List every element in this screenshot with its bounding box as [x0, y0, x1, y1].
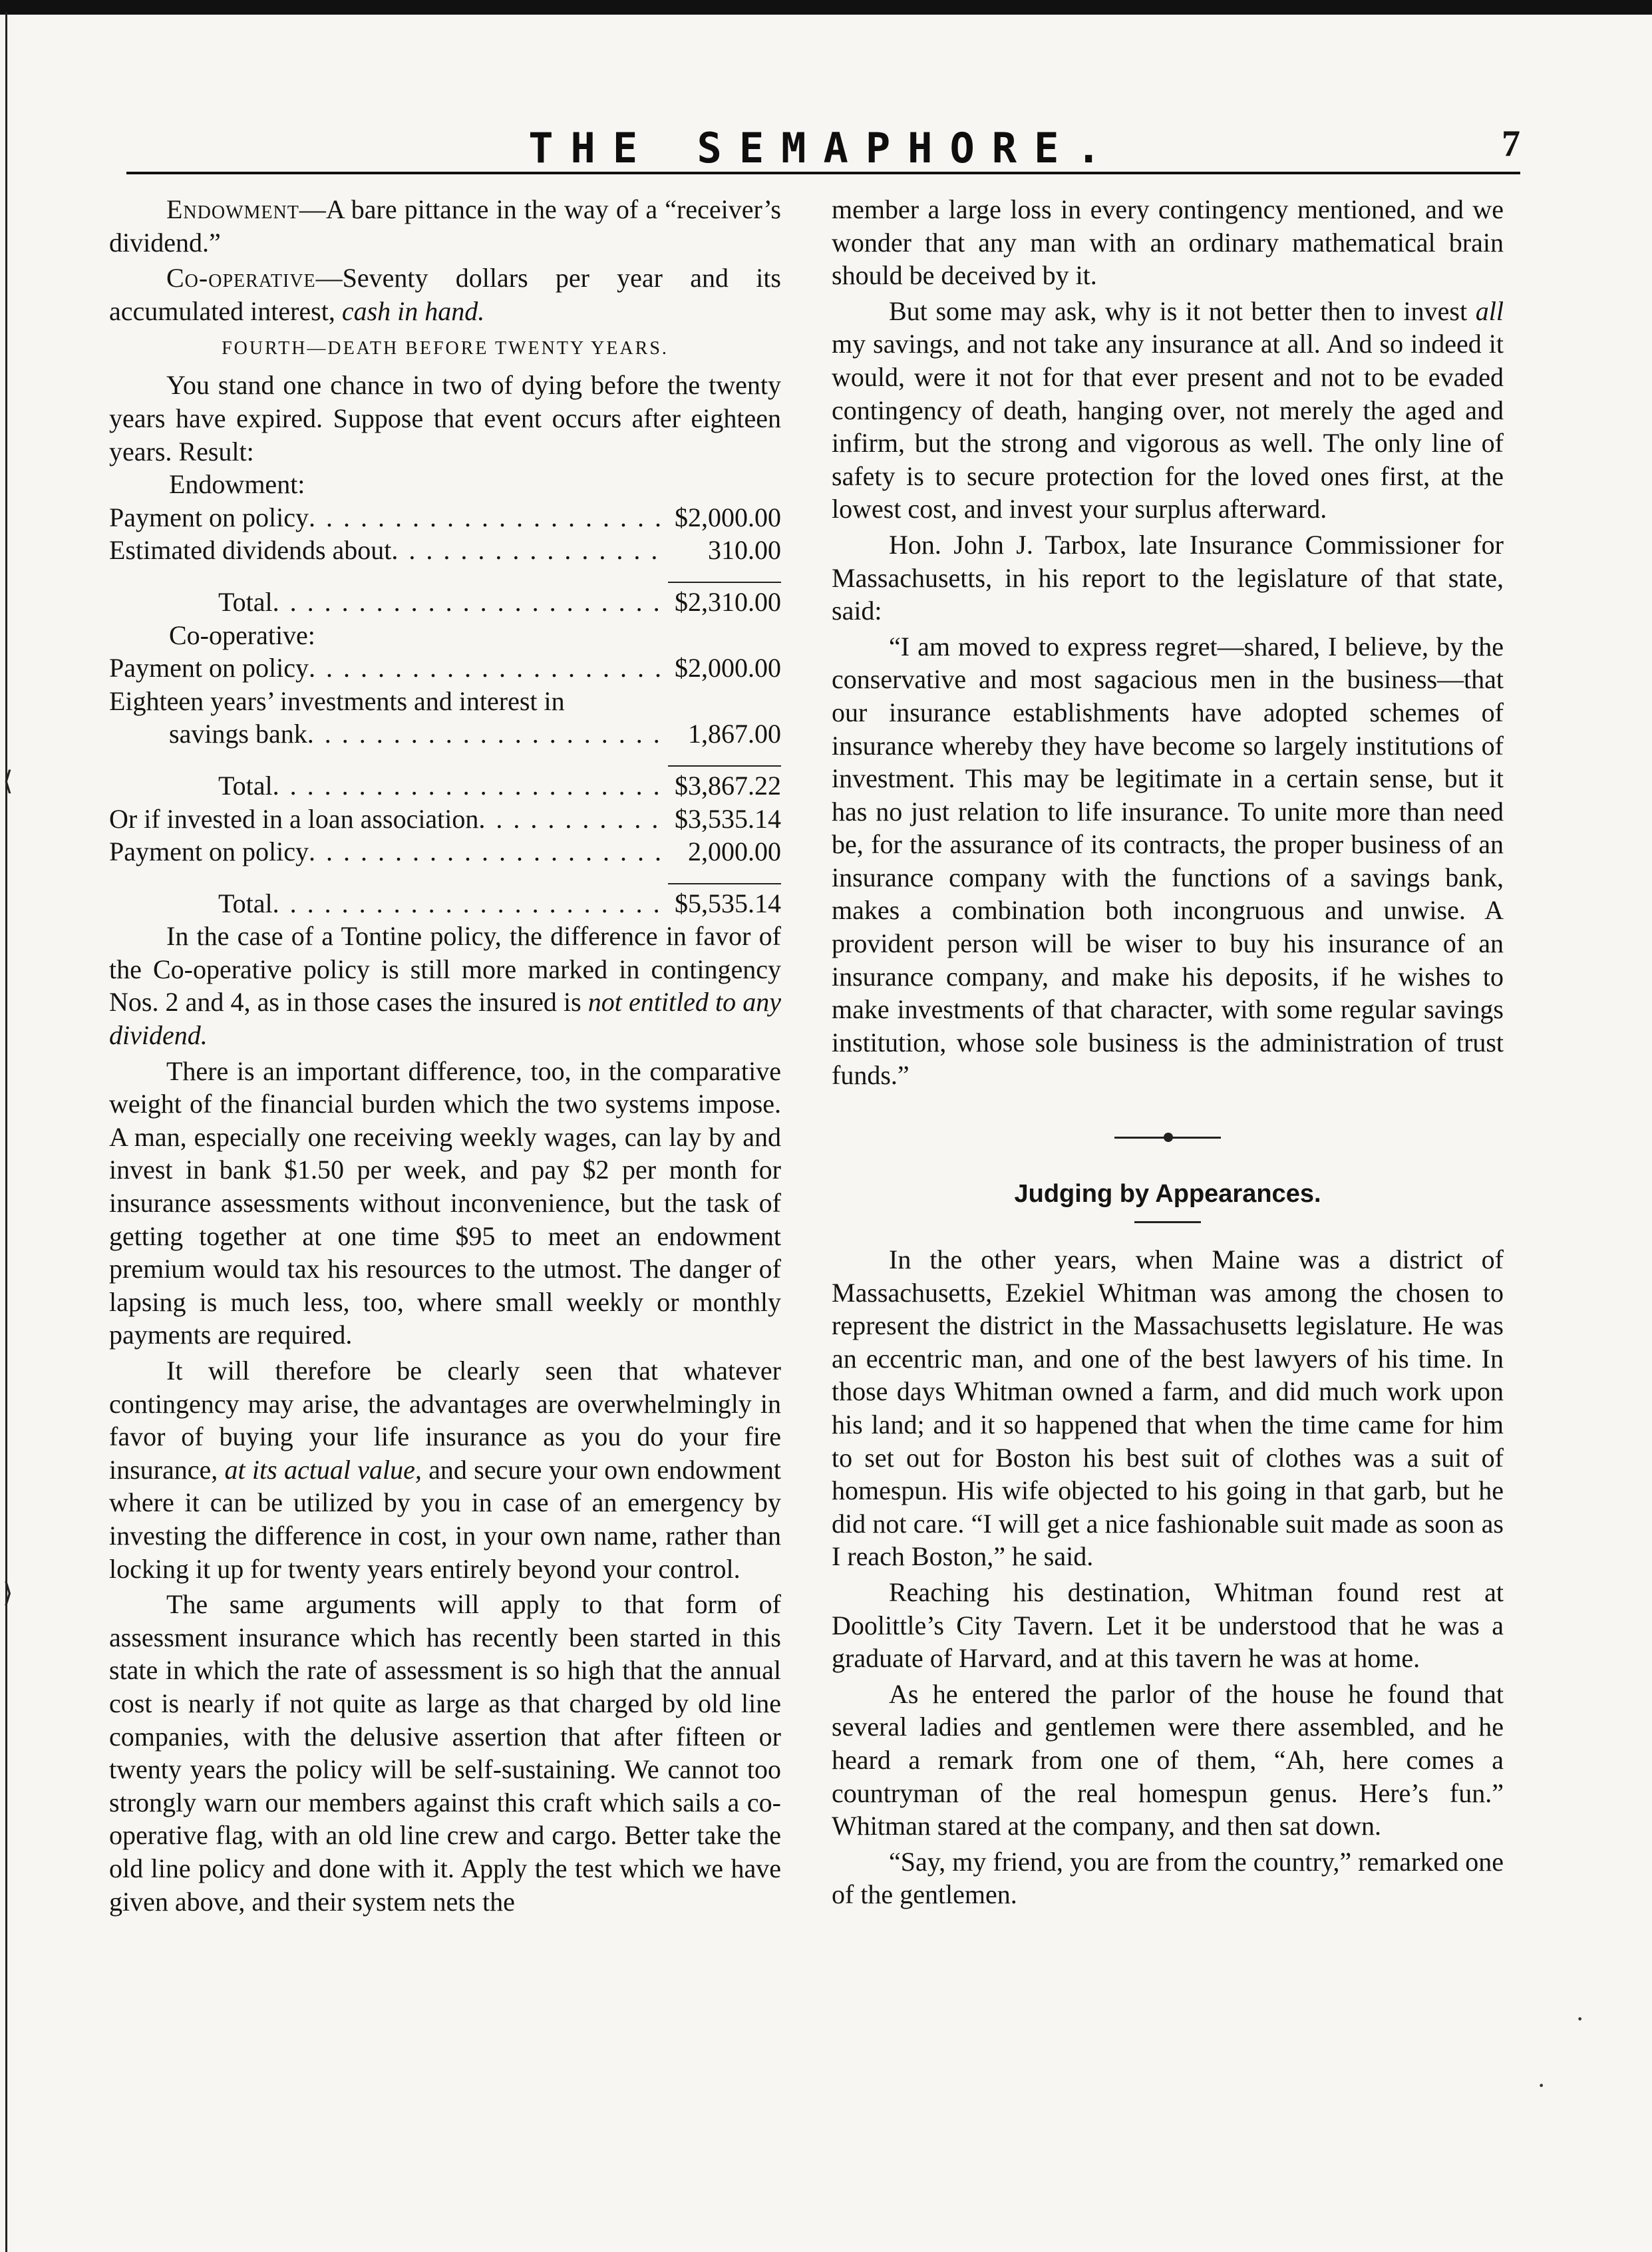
- endowment-heading: Endowment:: [169, 469, 305, 500]
- tontine-paragraph: In the case of a Tontine policy, the difference in favor of the Co-operative policy is still more marked in contingency Nos. 2 and 4, as in those cases the insured is not entitled to any dividend.: [109, 921, 781, 1051]
- maine-paragraph: In the other years, when Maine was a district of Massachusetts, Ezekiel Whitman was among the chosen to represent the district in the Massachusetts legislature. He was an eccentric man, and one of the best lawyers of his time. In those days Whitman owned a farm, and did much work upon his land; and it so happened that when the time came for him to set out for Boston his best suit of clothes was a suit of homespun. His wife objected to his going in that garb, but he did not care. “I will get a nice fashionable suit made as soon as I reach Boston,” he said.: [832, 1244, 1504, 1572]
- ledger-row-text: Eighteen years’ investments and interest in: [109, 685, 565, 716]
- cooperative-paragraph: Co-operative—Seventy dollars per year and its accumulated interest, cash in hand.: [109, 263, 781, 326]
- endowment-label: Endowment: [166, 194, 299, 224]
- sum-rule: [668, 883, 781, 884]
- tarbox-paragraph: Hon. John J. Tarbox, late Insurance Commissioner for Massachusetts, in his report to the legislature of that state, said:: [832, 529, 1504, 626]
- clearly-paragraph: It will therefore be clearly seen that whatever contingency may arise, the advantages are overwhelmingly in favor of buying your life insurance as you do your fire insurance, at its actual value, and secure your own endowment where it can be utilized by you in case of an emergency by investing the difference in cost, in your own name, rather than locking it up for twenty years entirely beyond your control.: [109, 1356, 782, 1584]
- savings-paragraph: But some may ask, why is it not better then to invest all my savings, and not take any insurance at all. And so indeed it would, were it not for that ever present and not to be evaded contingency of death, hanging over, not merely the aged and infirm, but the strong and vigorous as well. The only line of safety is to secure protection for the loved ones first, at the lowest cost, and invest your surplus afterward.: [832, 295, 1504, 524]
- margin-speck: ·: [1537, 2070, 1546, 2100]
- ledger-row: Estimated dividends about . . . 310.00: [109, 534, 781, 567]
- ledger-row: Payment on policy . . . $2,000.00: [109, 652, 781, 685]
- margin-speck: ·: [1575, 2004, 1585, 2034]
- ledger-row: Or if invested in a loan association . . . $3,535.14: [109, 803, 781, 836]
- left-column: [109, 193, 781, 1918]
- intro-paragraph: You stand one chance in two of dying before the twenty years have expired. Suppose that event occurs after eighteen years. Result:: [109, 370, 781, 467]
- say-paragraph: “Say, my friend, you are from the country,” remarked one of the gentlemen.: [832, 1846, 1504, 1910]
- endowment-paragraph: Endowment—A bare pittance in the way of a “receiver’s dividend.”: [109, 194, 781, 258]
- binding-edge: [5, 12, 7, 2252]
- margin-mark: ⟨: [3, 766, 13, 796]
- top-border: [0, 0, 1652, 15]
- cooperative-heading: Co-operative:: [169, 620, 315, 650]
- reaching-paragraph: Reaching his destination, Whitman found rest at Doolittle’s City Tavern. Let it be understood that he was a graduate of Harvard, and at this tavern he was at home.: [832, 1577, 1504, 1674]
- arguments-paragraph: The same arguments will apply to that form of assessment insurance which has recently been started in this state in which the rate of assessment is so high that the annual cost is nearly if not quite as large as that charged by old line companies, with the delusive assertion that after fifteen or twenty years the policy will be self-sustaining. We cannot too strongly warn our members against this craft which sails a co-operative flag, with an old line crew and cargo. Better take the old line policy and done with it. Apply the test which we have given above, and their system nets the: [109, 1589, 781, 1917]
- page-header: [126, 118, 1520, 174]
- sum-rule: [668, 582, 781, 583]
- article-title: Judging by Appearances.: [1014, 1180, 1321, 1209]
- section-subheading: FOURTH—DEATH BEFORE TWENTY YEARS.: [222, 338, 669, 359]
- continuation-paragraph: member a large loss in every contingency mentioned, and we wonder that any man with an ordinary mathematical brain should be deceived by it.: [832, 194, 1504, 291]
- sum-rule: [668, 765, 781, 767]
- ledger-row: Payment on policy . . . $2,000.00: [109, 501, 781, 534]
- page-number: 7: [1502, 123, 1520, 164]
- quote-paragraph: “I am moved to express regret—shared, I believe, by the conservative and most sagacious men in the business—that our insurance establishments have adopted schemes of insurance whereby they have become so largely institutions of investment. This may be legitimate in a certain sense, but it has no just relation to life insurance. To unite more than need be, for the assurance of its contracts, the proper business of an insurance company with the functions of a savings bank, makes a combination both incongruous and unwise. A provident person will be wiser to buy his insurance of an insurance company, and make his deposits, if he wishes to make investments of that character, with some regular savings institution, whose sole business is the administration of trust funds.”: [832, 631, 1504, 1091]
- cooperative-label: Co-operative: [166, 263, 316, 293]
- ledger-total: Total . . . $2,310.00: [109, 586, 781, 619]
- parlor-paragraph: As he entered the parlor of the house he found that several ladies and gentlemen were there assembled, and he heard a remark from one of them, “Ah, here comes a countryman of the real homespun genus. Here’s fun.” Whitman stared at the company, and then sat down.: [832, 1678, 1504, 1841]
- margin-mark: ⟩: [3, 1578, 13, 1608]
- right-column: [832, 193, 1504, 1911]
- masthead: THE SEMAPHORE.: [528, 124, 1118, 172]
- difference-paragraph: There is an important difference, too, in the comparative weight of the financial burden which the two systems impose. A man, especially one receiving weekly wages, can lay by and invest in bank $1.50 per week, and pay $2 per month for insurance assessments without inconvenience, but the task of getting together at one time $95 to meet an endowment premium would tax his resources to the utmost. The danger of lapsing is much less, too, where small weekly or monthly payments are required.: [109, 1055, 781, 1350]
- section-divider: [1114, 1131, 1221, 1144]
- ledger-total: Total . . . $3,867.22: [109, 769, 781, 803]
- ledger-row: Payment on policy . . . 2,000.00: [109, 835, 781, 868]
- ledger-row: savings bank . . . 1,867.00: [109, 717, 781, 751]
- ledger-total: Total . . . $5,535.14: [109, 887, 781, 920]
- title-rule: [1134, 1221, 1201, 1223]
